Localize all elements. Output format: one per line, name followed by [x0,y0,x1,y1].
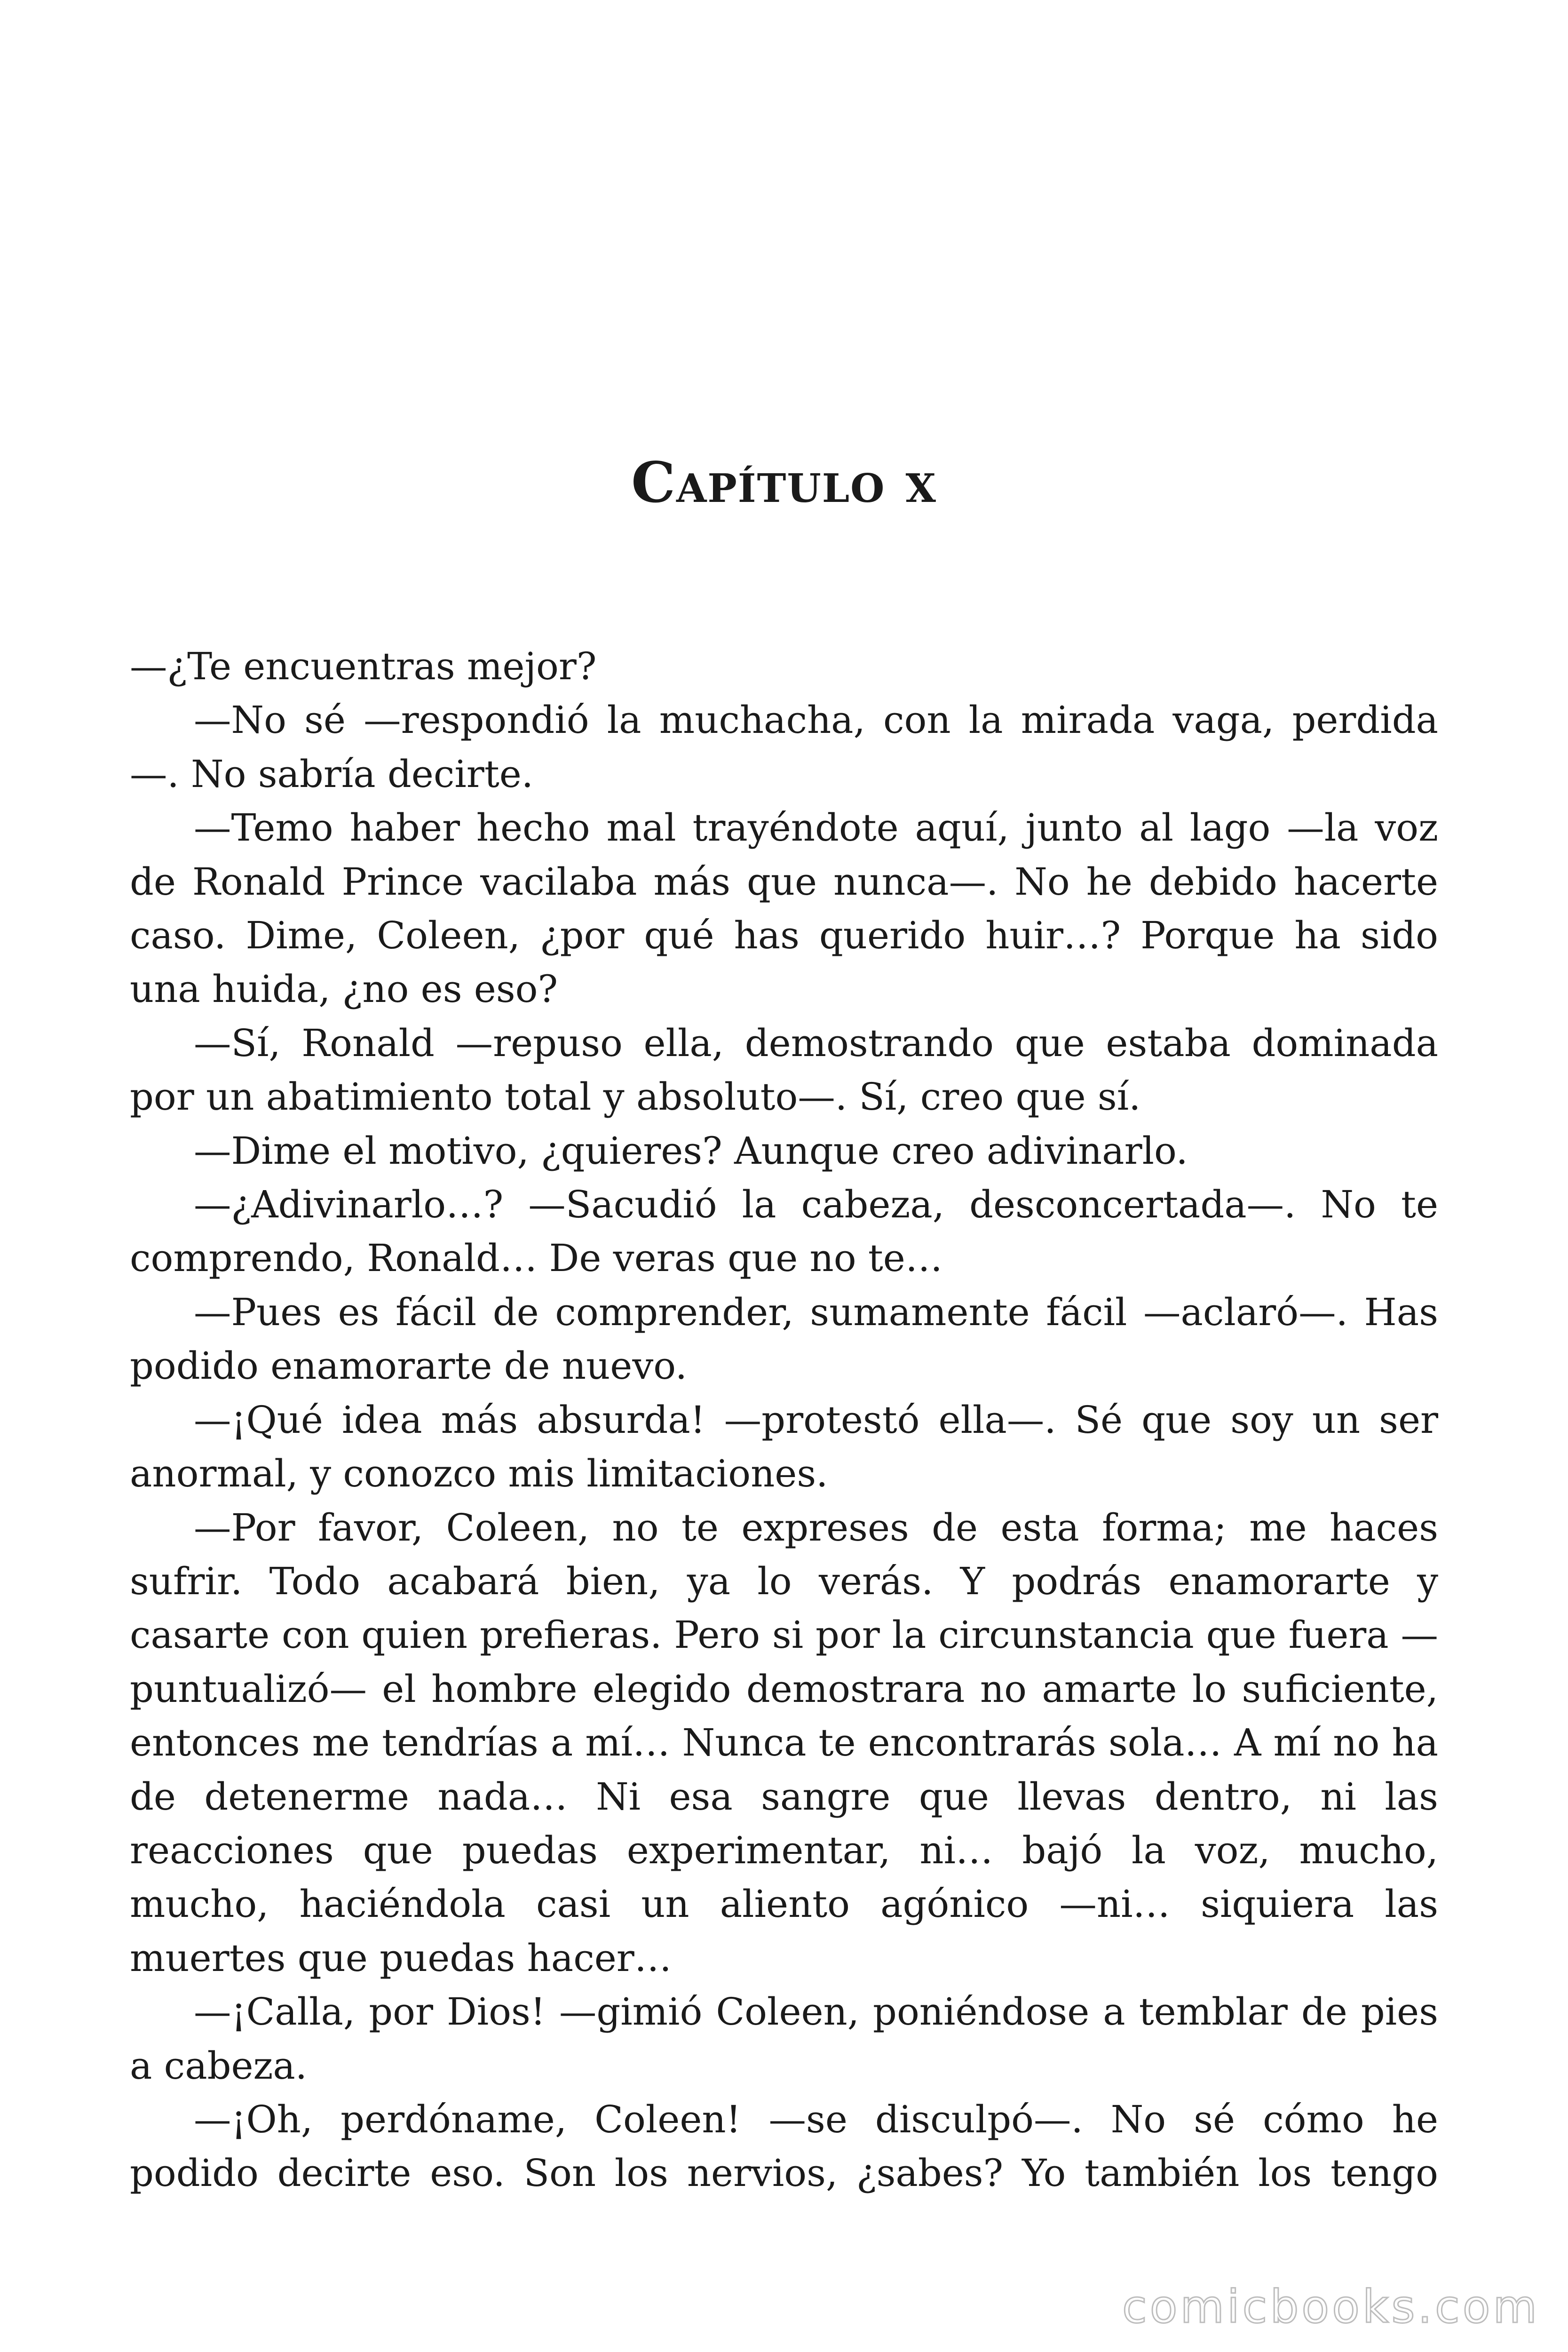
watermark: comicbooks.com [1122,2280,1540,2333]
paragraph: —Sí, Ronald —repuso ella, demostrando que estaba dominada por un abatimiento total y absoluto—. Sí, creo que sí. [130,1021,1438,1119]
paragraph: —Dime el motivo, ¿quieres? Aunque creo adivinarlo. [194,1128,1188,1173]
paragraph: —¿Te encuentras mejor? [130,644,597,688]
paragraph: —Temo haber hecho mal trayéndote aquí, junto al lago —la voz de Ronald Prince vacilaba más que nunca—. No he debido hacerte caso. Dime, Coleen, ¿por qué has querido huir…? Porque ha sido una huida, ¿no es eso? [130,806,1438,1011]
paragraph: —Pues es fácil de comprender, sumamente fácil —aclaró—. Has podido enamorarte de nuevo. [130,1290,1438,1388]
chapter-title-initial: C [631,450,676,515]
chapter-title [0,449,1568,516]
paragraph: —¡Oh, perdóname, Coleen! —se disculpó—. No sé cómo he podido decirte eso. Son los nervios, ¿sabes? Yo también los tengo [130,2097,1438,2195]
chapter-title-rest: apítulo x [676,450,937,515]
paragraph: —No sé —respondió la muchacha, con la mirada vaga, perdida —. No sabría decirte. [130,698,1438,796]
paragraph: —¡Qué idea más absurda! —protestó ella—. Sé que soy un ser anormal, y conozco mis limitaciones. [130,1398,1438,1496]
paragraph: —¡Calla, por Dios! —gimió Coleen, poniéndose a temblar de pies a cabeza. [130,1990,1438,2088]
paragraph: —¿Adivinarlo…? —Sacudió la cabeza, desconcertada—. No te comprendo, Ronald… De veras que no te… [130,1183,1438,1280]
chapter-body [130,640,1438,2201]
paragraph: —Por favor, Coleen, no te expreses de esta forma; me haces sufrir. Todo acabará bien, ya lo verás. Y podrás enamorarte y casarte con quien prefieras. Pero si por la circunstancia que fuera —puntualizó— el hombre elegido demostrara no amarte lo suficiente, entonces me tendrías a mí… Nunca te encontrarás sola… A mí no ha de detenerme nada… Ni esa sangre que llevas dentro, ni las reacciones que puedas experimentar, ni… bajó la voz, mucho, mucho, haciéndola casi un aliento agónico —ni… siquiera las muertes que puedas hacer… [130,1505,1438,1980]
